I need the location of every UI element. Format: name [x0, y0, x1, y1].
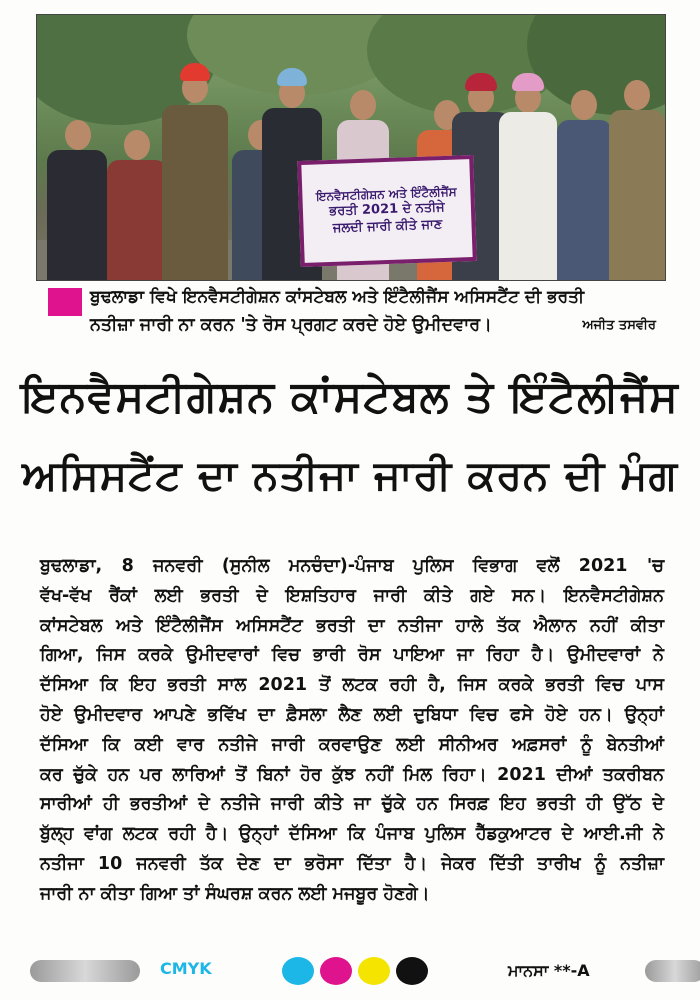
black-dot: [396, 957, 428, 985]
banner-line-1: ਇਨਵੈਸਟੀਗੇਸ਼ਨ ਅਤੇ ਇੰਟੈਲੀਜੈਂਸ: [315, 184, 457, 204]
magenta-dot: [320, 957, 352, 985]
protest-banner: [297, 155, 477, 267]
article-line: ਜਾਰੀ ਨਾ ਕੀਤਾ ਗਿਆ ਤਾਂ ਸੰਘਰਸ਼ ਕਰਨ ਲਈ ਮਜਬੂਰ ਹੋਣਗੇ।: [40, 883, 430, 904]
photo-credit: ਅਜੀਤ ਤਸਵੀਰ: [582, 318, 656, 333]
caption-marker: [48, 288, 82, 316]
article-line: ਸਾਰੀਆਂ ਹੀ ਭਰਤੀਆਂ ਦੇ ਨਤੀਜੇ ਜਾਰੀ ਕੀਤੇ ਜਾ ਚੁੱਕੇ ਹਨ ਸਿਰਫ਼ ਇਹ ਭਰਤੀ ਹੀ ਉੱਠ ਦੇ: [40, 794, 664, 815]
headline-line-1: ਇਨਵੈਸਟੀਗੇਸ਼ਨ ਕਾਂਸਟੇਬਲ ਤੇ ਇੰਟੈਲੀਜੈਂਸ: [21, 372, 679, 422]
banner-line-3: ਜਲਦੀ ਜਾਰੀ ਕੀਤੇ ਜਾਣ: [332, 216, 443, 236]
turban: [277, 68, 307, 86]
article-line: ਦੱਸਿਆ ਕਿ ਇਹ ਭਰਤੀ ਸਾਲ 2021 ਤੋਂ ਲਟਕ ਰਹੀ ਹੈ, ਜਿਸ ਕਰਕੇ ਭਰਤੀ ਵਿਚ ਪਾਸ: [40, 675, 664, 696]
turban: [512, 73, 544, 91]
article-line: ਗਿਆ, ਜਿਸ ਕਰਕੇ ਉਮੀਦਵਾਰਾਂ ਵਿਚ ਭਾਰੀ ਰੋਸ ਪਾਇਆ ਜਾ ਰਿਹਾ ਹੈ। ਉਮੀਦਵਾਰਾਂ ਨੇ: [40, 645, 664, 666]
person: [499, 75, 557, 280]
person: [557, 90, 612, 280]
banner-line-2: ਭਰਤੀ 2021 ਦੇ ਨਤੀਜੇ: [328, 200, 445, 220]
article-body: [40, 552, 664, 910]
registration-pill-right: [645, 960, 700, 982]
caption-line-1: ਬੁਢਲਾਡਾ ਵਿਖੇ ਇਨਵੈਸਟੀਗੇਸ਼ਨ ਕਾਂਸਟੇਬਲ ਅਤੇ ਇੰਟੈਲੀਜੈਂਸ ਅਸਿਸਟੈਂਟ ਦੀ ਭਰਤੀ: [90, 287, 585, 307]
edition-label: ਮਾਨਸਾ **-A: [508, 961, 590, 980]
article-line: ਕਾਂਸਟੇਬਲ ਅਤੇ ਇੰਟੈਲੀਜੈਂਸ ਅਸਿਸਟੈਂਟ ਭਰਤੀ ਦਾ ਨਤੀਜਾ ਹਾਲੇ ਤੱਕ ਐਲਾਨ ਨਹੀਂ ਕੀਤਾ: [40, 615, 664, 636]
yellow-dot: [358, 957, 390, 985]
person: [107, 130, 167, 280]
print-footer: [0, 955, 700, 995]
person: [47, 120, 107, 280]
photo-caption: [40, 285, 664, 345]
headline-line-2: ਅਸਿਸਟੈਂਟ ਦਾ ਨਤੀਜਾ ਜਾਰੀ ਕਰਨ ਦੀ ਮੰਗ: [21, 451, 679, 499]
article-line: ਵੱਖ-ਵੱਖ ਰੈਂਕਾਂ ਲਈ ਭਰਤੀ ਦੇ ਇਸ਼ਤਿਹਾਰ ਜਾਰੀ ਕੀਤੇ ਗਏ ਸਨ। ਇਨਵੈਸਟੀਗੇਸ਼ਨ: [40, 585, 664, 606]
cyan-dot: [282, 957, 314, 985]
headline: [20, 358, 680, 514]
article-line: ਬੁਢਲਾਡਾ, 8 ਜਨਵਰੀ (ਸੁਨੀਲ ਮਨਚੰਦਾ)-ਪੰਜਾਬ ਪੁਲਿਸ ਵਿਭਾਗ ਵਲੋਂ 2021 'ਚ: [40, 556, 664, 576]
caption-line-2: ਨਤੀਜ਼ਾ ਜਾਰੀ ਨਾ ਕਰਨ 'ਤੇ ਰੋਸ ਪ੍ਰਗਟ ਕਰਦੇ ਹੋਏ ਉਮੀਦਵਾਰ।: [90, 315, 492, 335]
article-line: ਬੁੱਲ੍ਹ ਵਾਂਗ ਲਟਕ ਰਹੀ ਹੈ। ਉਨ੍ਹਾਂ ਦੱਸਿਆ ਕਿ ਪੰਜਾਬ ਪੁਲਿਸ ਹੈੱਡਕੁਆਟਰ ਦੇ ਆਈ.ਜੀ ਨੇ: [40, 824, 664, 845]
person: [162, 65, 228, 280]
turban: [465, 73, 497, 91]
turban: [180, 63, 210, 81]
article-line: ਦੱਸਿਆ ਕਿ ਕਈ ਵਾਰ ਨਤੀਜੇ ਜਾਰੀ ਕਰਵਾਉਣ ਲਈ ਸੀਨੀਅਰ ਅਫ਼ਸਰਾਂ ਨੂੰ ਬੇਨਤੀਆਂ: [40, 734, 664, 755]
article-line: ਨਤੀਜਾ 10 ਜਨਵਰੀ ਤੱਕ ਦੇਣ ਦਾ ਭਰੋਸਾ ਦਿੱਤਾ ਹੈ। ਜੇਕਰ ਦਿੱਤੀ ਤਾਰੀਖ ਨੂੰ ਨਤੀਜ਼ਾ: [40, 853, 664, 874]
cmyk-label: CMYK: [160, 959, 212, 978]
news-photo: [36, 14, 666, 281]
article-line: ਕਰ ਚੁੱਕੇ ਹਨ ਪਰ ਲਾਰਿਆਂ ਤੋਂ ਬਿਨਾਂ ਹੋਰ ਕੁੱਝ ਨਹੀਂ ਮਿਲ ਰਿਹਾ। 2021 ਦੀਆਂ ਤਕਰੀਬਨ: [40, 764, 664, 785]
article-line: ਹੋਏ ਉਮੀਦਵਾਰ ਆਪਣੇ ਭਵਿੱਖ ਦਾ ਫ਼ੈਸਲਾ ਲੈਣ ਲਈ ਦੁਬਿਧਾ ਵਿਚ ਫਸੇ ਹੋਏ ਹਨ। ਉਨ੍ਹਾਂ: [40, 704, 664, 725]
person: [609, 80, 665, 280]
registration-pill-left: [30, 960, 140, 982]
